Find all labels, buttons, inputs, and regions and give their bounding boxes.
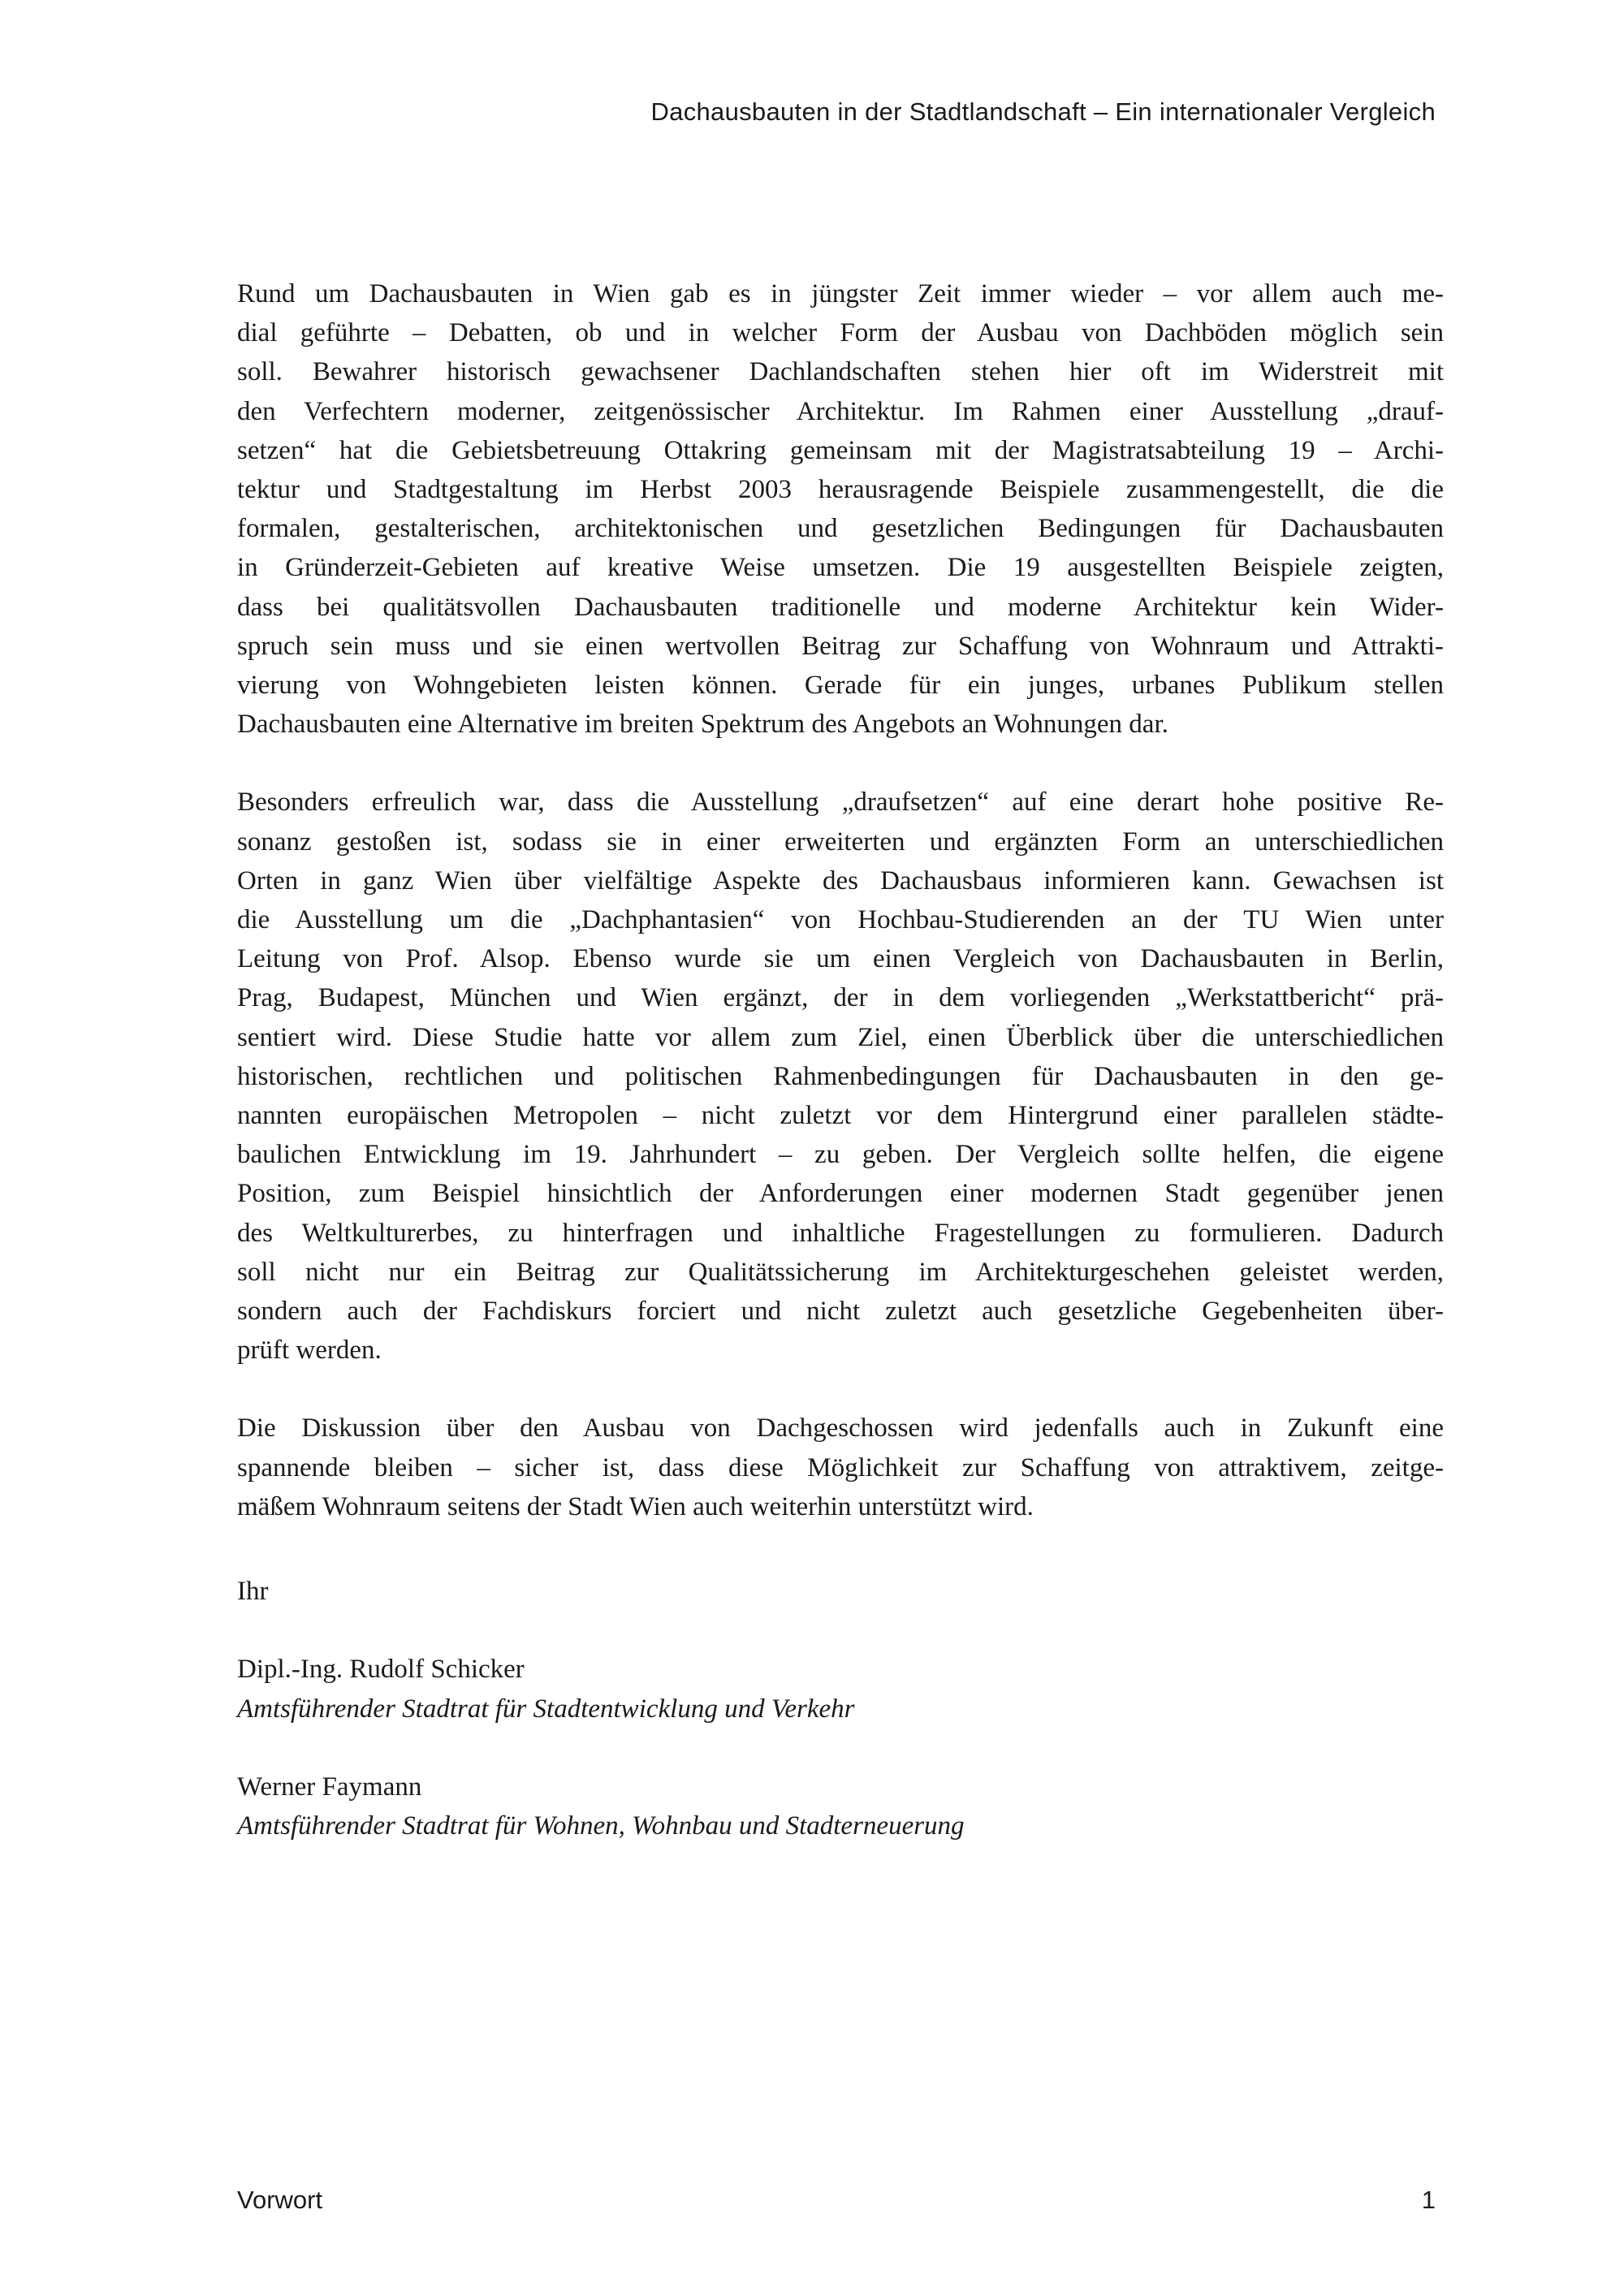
text-line: baulichen Entwicklung im 19. Jahrhundert – zu geben. Der Vergleich sollte helfen, die eigene [237, 1140, 1444, 1170]
footer-section-label: Vorwort [237, 2186, 323, 2214]
text-line: Orten in ganz Wien über vielfältige Aspekte des Dachausbaus informieren kann. Gewachsen ist [237, 865, 1444, 896]
paragraph-1 [237, 274, 1444, 744]
closing-salutation: Ihr [237, 1577, 269, 1607]
text-line: Besonders erfreulich war, dass die Ausstellung „draufsetzen“ auf eine derart hohe positive Re- [237, 788, 1444, 818]
signature-block-2 [237, 1767, 1444, 1845]
text-line: mäßem Wohnraum seitens der Stadt Wien auch weiterhin unterstützt wird. [237, 1491, 1034, 1521]
text-line: dial geführte – Debatten, ob und in welcher Form der Ausbau von Dachböden möglich sein [237, 318, 1444, 348]
text-line: prüft werden. [237, 1336, 382, 1366]
signatory-name: Werner Faymann [237, 1772, 422, 1802]
text-line: Position, zum Beispiel hinsichtlich der Anforderungen einer modernen Stadt gegenüber jenen [237, 1179, 1444, 1209]
text-line: formalen, gestalterischen, architektonischen und gesetzlichen Bedingungen für Dachausbauten [237, 514, 1444, 544]
signature-block-1 [237, 1650, 1444, 1728]
paragraph-2 [237, 783, 1444, 1370]
text-line: den Verfechtern moderner, zeitgenössischer Architektur. Im Rahmen einer Ausstellung „drauf- [237, 396, 1444, 426]
running-header: Dachausbauten in der Stadtlandschaft – Ein internationaler Vergleich [650, 97, 1436, 126]
text-line: setzen“ hat die Gebietsbetreuung Ottakring gemeinsam mit der Magistratsabteilung 19 – Archi- [237, 435, 1444, 465]
text-line: soll. Bewahrer historisch gewachsener Dachlandschaften stehen hier oft im Widerstreit mit [237, 357, 1444, 387]
text-line: historischen, rechtlichen und politischen Rahmenbedingungen für Dachausbauten in den ge- [237, 1061, 1444, 1091]
text-line: tektur und Stadtgestaltung im Herbst 2003 herausragende Beispiele zusammengestellt, die die [237, 475, 1444, 505]
text-line: Dachausbauten eine Alternative im breiten Spektrum des Angebots an Wohnungen dar. [237, 710, 1168, 740]
text-line: die Ausstellung um die „Dachphantasien“ von Hochbau-Studierenden an der TU Wien unter [237, 905, 1444, 935]
text-line: Prag, Budapest, München und Wien ergänzt, der in dem vorliegenden „Werkstattbericht“ prä- [237, 983, 1444, 1013]
text-line: vierung von Wohngebieten leisten können. Gerade für ein junges, urbanes Publikum stellen [237, 671, 1444, 701]
text-line: Rund um Dachausbauten in Wien gab es in jüngster Zeit immer wieder – vor allem auch me- [237, 279, 1444, 309]
signatory-role: Amtsführender Stadtrat für Wohnen, Wohnbau und Stadterneuerung [237, 1810, 965, 1841]
text-line: spannende bleiben – sicher ist, dass diese Möglichkeit zur Schaffung von attraktivem, zeitge- [237, 1452, 1444, 1482]
text-line: sonanz gestoßen ist, sodass sie in einer erweiterten und ergänzten Form an unterschiedlichen [237, 826, 1444, 857]
signatory-name: Dipl.-Ing. Rudolf Schicker [237, 1655, 525, 1685]
text-line: des Weltkulturerbes, zu hinterfragen und inhaltliche Fragestellungen zu formulieren. Dadurch [237, 1218, 1444, 1248]
page-number: 1 [1421, 2186, 1436, 2214]
text-line: spruch sein muss und sie einen wertvollen Beitrag zur Schaffung von Wohnraum und Attrakti- [237, 631, 1444, 661]
document-body [237, 274, 1444, 1845]
text-line: dass bei qualitätsvollen Dachausbauten traditionelle und moderne Architektur kein Wider- [237, 592, 1444, 622]
text-line: Leitung von Prof. Alsop. Ebenso wurde sie um einen Vergleich von Dachausbauten in Berlin, [237, 944, 1444, 974]
text-line: nannten europäischen Metropolen – nicht zuletzt vor dem Hintergrund einer parallelen städte- [237, 1101, 1444, 1131]
text-line: sentiert wird. Diese Studie hatte vor allem zum Ziel, einen Überblick über die unterschiedlichen [237, 1022, 1444, 1052]
text-line: soll nicht nur ein Beitrag zur Qualitätssicherung im Architekturgeschehen geleistet werden, [237, 1257, 1444, 1287]
paragraph-3 [237, 1409, 1444, 1526]
text-line: sondern auch der Fachdiskurs forciert und nicht zuletzt auch gesetzliche Gegebenheiten über- [237, 1297, 1444, 1327]
text-line: in Gründerzeit-Gebieten auf kreative Weise umsetzen. Die 19 ausgestellten Beispiele zeigten, [237, 553, 1444, 583]
text-line: Die Diskussion über den Ausbau von Dachgeschossen wird jedenfalls auch in Zukunft eine [237, 1413, 1444, 1444]
signatory-role: Amtsführender Stadtrat für Stadtentwicklung und Verkehr [237, 1694, 855, 1724]
